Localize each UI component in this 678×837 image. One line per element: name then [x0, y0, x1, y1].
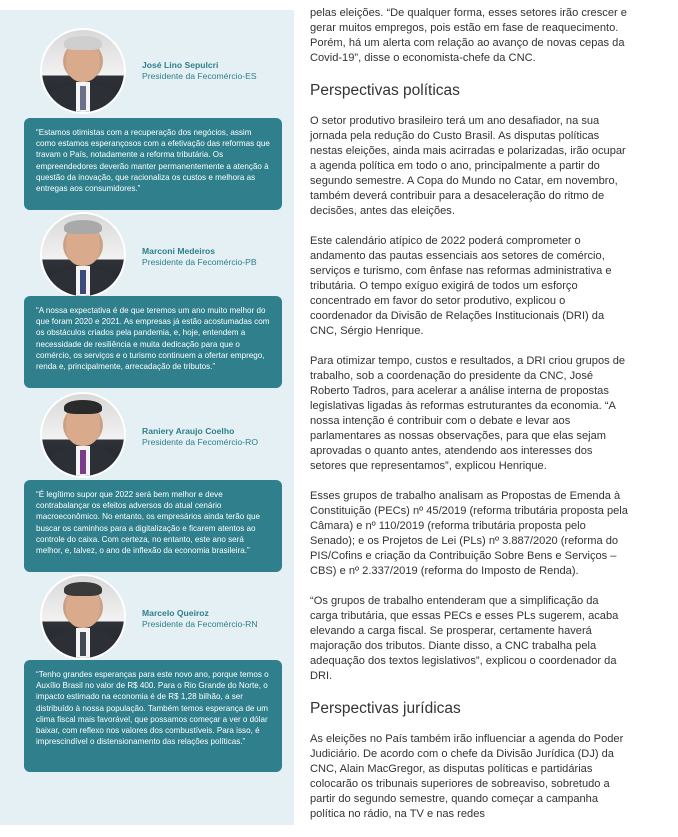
paragraph: Esses grupos de trabalho analisam as Propostas de Emenda à Constituição (PECs) nº 45/2019 (reforma tributária proposta pela Câmara) e nº 110/2019 (reforma tributária proposta pelo Senado); e os Projetos de Lei (PLs) nº 3.887/2020 (reforma do PIS/Cofins e criação da Contribuição Sobre Bens e Serviços – CBS) e nº 2.337/2019 (reforma do Imposto de Renda).: [310, 490, 628, 577]
paragraph: “Os grupos de trabalho entenderam que a simplificação da carga tributária, que essas PECs e esses PLs sugerem, acaba elevando a carga fiscal. Se prosperar, certamente haverá majoração dos tributos. Diante disso, a CNC trabalha pela adequação dos textos legislativos”, explicou o coordenador da DRI.: [310, 595, 619, 682]
quote-text: “Estamos otimistas com a recuperação dos negócios, assim como estamos esperançosos com a efetivação das reformas que travam o País, notadamente a reforma tributária. Os empreendedores deverão manter permanentemente a atenção à questão da inovação, que racionaliza os custos e melhora as entregas aos consumidores.”: [36, 128, 270, 194]
portrait-photo: [42, 394, 124, 476]
person-role: Presidente da Fecomércio-PB: [142, 257, 257, 267]
person-role: Presidente da Fecomércio-RO: [142, 437, 259, 447]
portrait-photo: [42, 576, 124, 658]
quote-box: [24, 660, 282, 772]
paragraph: Para otimizar tempo, custos e resultados, a DRI criou grupos de trabalho, sob a coordenação do presidente da CNC, José Roberto Tadros, para acelerar a análise interna de propostas legislativas ligadas às reformas estruturantes da economia. “A nossa intenção é contribuir com o debate e levar aos parlamentares as nossas observações, para que elas sejam aprovadas o quanto antes, atendendo aos interesses dos setores que representamos”, explicou Henrique.: [310, 355, 626, 472]
person-name: Marcelo Queiroz: [142, 608, 209, 618]
quote-box: [24, 296, 282, 388]
quote-text: “Tenho grandes esperanças para este novo ano, porque temos o Auxílio Brasil no valor de R$ 400. Para o Rio Grande do Norte, o impacto estimado na economia é de R$ 1,28 bilhão, a ser distribuído à nossa população. Também temos esperança de um clima fiscal mais favorável, que possamos começar a ver o dólar baixar, com reflexo nos valores dos combustíveis. Para isso, é imprescindível o distensionamento das relações políticas.”: [36, 670, 269, 747]
sidebar-quotes: [0, 10, 294, 825]
person-name: Marconi Medeiros: [142, 246, 216, 256]
portrait-photo: [42, 30, 124, 112]
section-heading: Perspectivas políticas: [310, 82, 460, 99]
paragraph: Este calendário atípico de 2022 poderá comprometer o andamento das pautas essenciais aos setores de comércio, serviços e turismo, com ênfase nas reformas administrativa e tributária. O tempo exíguo exigirá de todos um esforço concentrado em favor do setor produtivo, explicou o coordenador da Divisão de Relações Institucionais (DRI) da CNC, Sérgio Henrique.: [310, 235, 612, 337]
person-role: Presidente da Fecomércio-RN: [142, 619, 258, 629]
person-name: Raniery Araujo Coelho: [142, 426, 235, 436]
paragraph: As eleições no País também irão influenciar a agenda do Poder Judiciário. De acordo com o chefe da Divisão Jurídica (DJ) da CNC, Alain MacGregor, as disputas políticas e partidárias colocarão os tribunais superiores de sobreaviso, sobretudo a partir do segundo semestre, quando começar a campanha política no rádio, na TV e nas redes: [310, 733, 624, 820]
person-name: José Lino Sepulcri: [142, 60, 219, 70]
quote-box: [24, 480, 282, 572]
person-role: Presidente da Fecomércio-ES: [142, 71, 257, 81]
section-heading: Perspectivas jurídicas: [310, 700, 461, 717]
paragraph: O setor produtivo brasileiro terá um ano desafiador, na sua jornada pela redução do Custo Brasil. As disputas políticas nestas eleições, ainda mais acirradas e polarizadas, irão ocupar a agenda política em todo o ano, principalmente a partir do segundo semestre. A Copa do Mundo no Catar, em novembro, também deverá contribuir para a desaceleração do ritmo de decisões, antes das eleições.: [310, 115, 626, 217]
paragraph: pelas eleições. “De qualquer forma, esses setores irão crescer e gerar muitos empregos, pois estão em fase de reaquecimento. Porém, há um alerta com relação ao avanço de novas cepas da Covid-19”, disse o economista-chefe da CNC.: [310, 7, 627, 64]
portrait-photo: [42, 214, 124, 296]
quote-text: “A nossa expectativa é de que teremos um ano muito melhor do que foram 2020 e 2021. As empresas já estão acostumadas com os obstáculos criados pela pandemia, e, hoje, entendem a necessidade de resiliência e muita dedicação para que o comércio, os serviços e o turismo continuem a ofertar emprego, renda e, principalmente, arrecadação de tributos.”: [36, 306, 270, 372]
quote-box: [24, 118, 282, 210]
article-column: [310, 6, 628, 837]
quote-text: “É legítimo supor que 2022 será bem melhor e deve contrabalançar os efeitos adversos do atual cenário macroeconômico. No entanto, os empresários ainda terão que buscar os caminhos para a digitalização e ficarem atentos ao controle do caixa. Com certeza, no entanto, este ano será melhor, e, talvez, o ano de inflexão da economia brasileira.”: [36, 490, 261, 556]
